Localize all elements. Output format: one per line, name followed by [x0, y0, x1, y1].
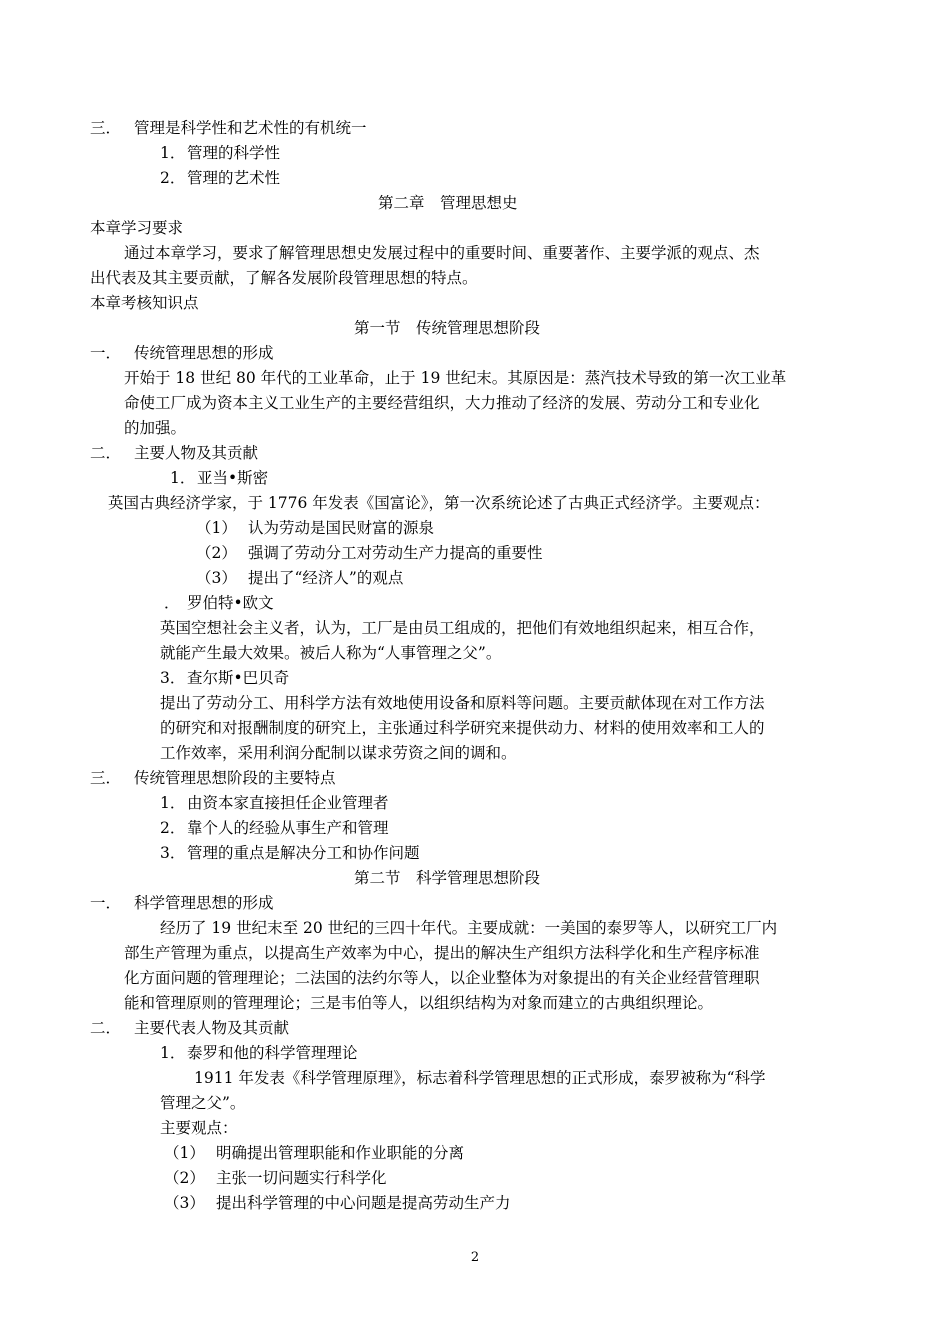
item-text: 明确提出管理职能和作业职能的分离 [216, 1144, 465, 1162]
paragraph-line: 本章考核知识点 [90, 294, 199, 312]
item-number: （1） [196, 519, 237, 537]
item-text: 管理是科学性和艺术性的有机统一 [134, 119, 367, 137]
item-number: 三． [90, 769, 122, 787]
item-number: 二． [90, 1019, 122, 1037]
section-heading [90, 343, 274, 363]
paragraph-line: 的加强。 [124, 419, 187, 437]
item-text: 强调了劳动分工对劳动生产力提高的重要性 [248, 544, 543, 562]
item-number: 一． [90, 894, 122, 912]
item-text: 科学管理思想的形成 [134, 894, 274, 912]
list-item [196, 518, 434, 538]
item-text: 靠个人的经验从事生产和管理 [187, 819, 389, 837]
item-text: 管理的科学性 [187, 144, 281, 162]
paragraph-line: 主要观点： [160, 1119, 238, 1137]
list-item [196, 568, 403, 588]
item-text: 提出了“经济人”的观点 [248, 569, 404, 587]
section-heading [90, 768, 336, 788]
page-number: 2 [470, 1250, 480, 1265]
item-text: 传统管理思想的形成 [134, 344, 274, 362]
item-number: 1． [160, 1044, 186, 1062]
list-item [160, 793, 389, 813]
item-number: 1． [160, 794, 186, 812]
list-item [170, 468, 268, 488]
item-number: 1． [160, 144, 186, 162]
item-number: （1） [164, 1144, 205, 1162]
item-text: 主要代表人物及其贡献 [134, 1019, 290, 1037]
paragraph-line: 开始于 18 世纪 80 年代的工业革命，止于 19 世纪末。其原因是：蒸汽技术导致的第一次工业革 [124, 369, 787, 387]
item-text: 主要人物及其贡献 [134, 444, 259, 462]
paragraph-line: 就能产生最大效果。被后人称为“人事管理之父”。 [160, 644, 502, 662]
paragraph-line: 能和管理原则的管理理论；三是韦伯等人，以组织结构为对象而建立的古典组织理论。 [124, 994, 714, 1012]
paragraph-line: 经历了 19 世纪末至 20 世纪的三四十年代。主要成就：一美国的泰罗等人，以研究工厂内 [160, 919, 778, 937]
section-heading [90, 443, 258, 463]
item-text: 主张一切问题实行科学化 [216, 1169, 387, 1187]
paragraph-line: 工作效率，采用利润分配制以谋求劳资之间的调和。 [160, 744, 517, 762]
paragraph-line: 英国古典经济学家，于 1776 年发表《国富论》，第一次系统论述了古典正式经济学。主要观点： [108, 494, 770, 512]
list-item [160, 168, 280, 188]
item-number: 二． [90, 444, 122, 462]
paragraph-line: 化方面问题的管理理论；二法国的法约尔等人，以企业整体为对象提出的有关企业经营管理职 [124, 969, 760, 987]
paragraph-line: 出代表及其主要贡献，了解各发展阶段管理思想的特点。 [90, 269, 478, 287]
item-number: ． [164, 594, 180, 612]
paragraph-line: 英国空想社会主义者，认为，工厂是由员工组成的，把他们有效地组织起来，相互合作， [160, 619, 765, 637]
item-text: 泰罗和他的科学管理理论 [187, 1044, 358, 1062]
item-text: 认为劳动是国民财富的源泉 [248, 519, 435, 537]
item-number: 一． [90, 344, 122, 362]
paragraph-line: 通过本章学习，要求了解管理思想史发展过程中的重要时间、重要著作、主要学派的观点、杰 [124, 244, 760, 262]
item-number: （3） [164, 1194, 205, 1212]
item-number: 2． [160, 819, 186, 837]
paragraph-line: 部生产管理为重点，以提高生产效率为中心，提出的解决生产组织方法科学化和生产程序标准 [124, 944, 760, 962]
section-title: 第一节 传统管理思想阶段 [354, 319, 541, 337]
section-heading [90, 1018, 289, 1038]
item-text: 传统管理思想阶段的主要特点 [134, 769, 336, 787]
item-number: 3． [160, 844, 186, 862]
chapter-title: 第二章 管理思想史 [378, 194, 518, 212]
item-number: （2） [164, 1169, 205, 1187]
list-item [160, 843, 420, 863]
paragraph-line: 1911 年发表《科学管理原理》，标志着科学管理思想的正式形成，泰罗被称为“科学 [194, 1069, 766, 1087]
list-item [160, 1043, 358, 1063]
list-item [164, 1193, 511, 1213]
paragraph-line: 管理之父”。 [160, 1094, 246, 1112]
paragraph-line: 本章学习要求 [90, 219, 184, 237]
section-heading [90, 893, 274, 913]
item-number: 2． [160, 169, 186, 187]
list-item [196, 543, 543, 563]
item-number: 1． [170, 469, 196, 487]
section-heading [90, 118, 367, 138]
paragraph-line: 提出了劳动分工、用科学方法有效地使用设备和原料等问题。主要贡献体现在对工作方法 [160, 694, 765, 712]
item-text: 管理的重点是解决分工和协作问题 [187, 844, 420, 862]
list-item [160, 668, 289, 688]
paragraph-line: 的研究和对报酬制度的研究上，主张通过科学研究来提供动力、材料的使用效率和工人的 [160, 719, 765, 737]
item-text: 查尔斯•巴贝奇 [187, 669, 290, 687]
list-item [164, 593, 274, 613]
item-number: 三． [90, 119, 122, 137]
item-number: （3） [196, 569, 237, 587]
item-text: 亚当•斯密 [197, 469, 269, 487]
list-item [164, 1143, 464, 1163]
item-number: （2） [196, 544, 237, 562]
list-item [160, 818, 389, 838]
paragraph-line: 命使工厂成为资本主义工业生产的主要经营组织，大力推动了经济的发展、劳动分工和专业化 [124, 394, 760, 412]
list-item [164, 1168, 387, 1188]
item-text: 提出科学管理的中心问题是提高劳动生产力 [216, 1194, 511, 1212]
list-item [160, 143, 280, 163]
item-text: 管理的艺术性 [187, 169, 281, 187]
item-text: 由资本家直接担任企业管理者 [187, 794, 389, 812]
item-number: 3． [160, 669, 186, 687]
item-text: 罗伯特•欧文 [187, 594, 274, 612]
section-title: 第二节 科学管理思想阶段 [354, 869, 541, 887]
